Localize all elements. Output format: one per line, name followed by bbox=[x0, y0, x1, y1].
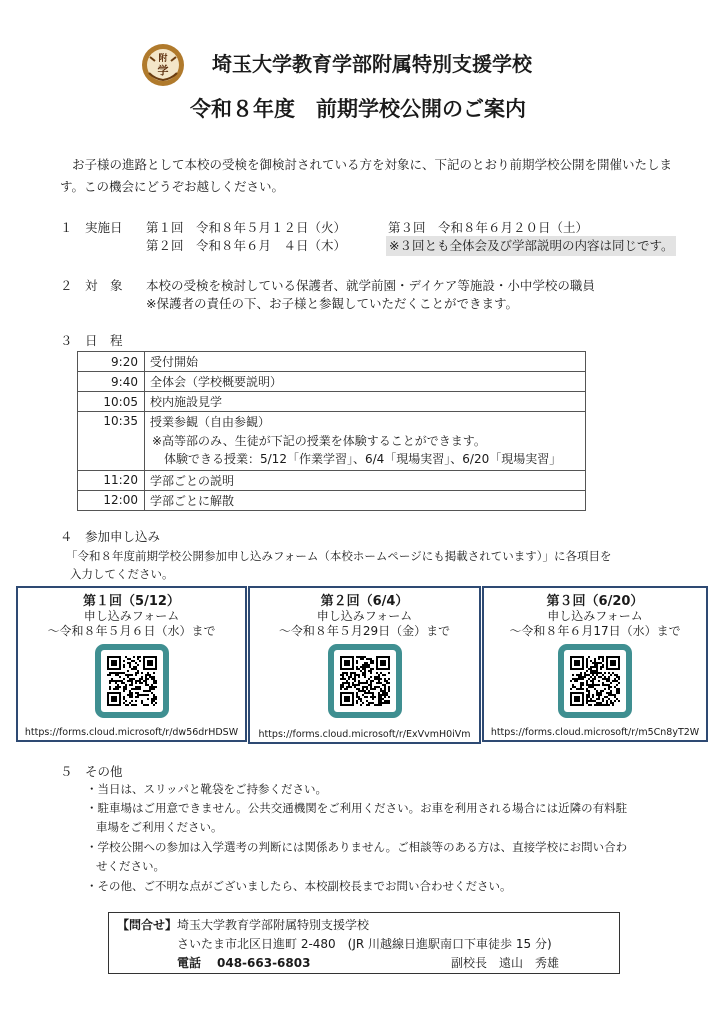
form-card-header bbox=[18, 594, 245, 639]
target-line1: 本校の受検を検討している保護者、就学前園・デイケア等施設・小中学校の職員 bbox=[146, 278, 595, 293]
form-url-link[interactable]: https://forms.cloud.microsoft/r/ExVvmH0iVm bbox=[258, 729, 471, 740]
form-title: 第１回（5/12） bbox=[83, 594, 180, 609]
form-deadline: ～令和８年５月29日（金）まで bbox=[278, 624, 451, 638]
section3-label: ３ 日 程 bbox=[60, 333, 123, 348]
form-url-link[interactable]: https://forms.cloud.microsoft/r/dw56drHDSW bbox=[24, 727, 239, 738]
schedule-text: 学部ごとの説明 bbox=[145, 470, 586, 490]
section5-label: ５ その他 bbox=[60, 764, 123, 779]
schedule-subnote: 体験できる授業：5/12「作業学習」、6/4「現場実習」、6/20「現場実習」 bbox=[164, 452, 562, 466]
form-subtitle: 申し込みフォーム bbox=[316, 609, 413, 623]
target-line2: ※保護者の責任の下、お子様と参観していただくことができます。 bbox=[146, 296, 518, 311]
note-item: ・当日は、スリッパと靴袋をご持参ください。 bbox=[86, 782, 328, 796]
table-row bbox=[78, 470, 586, 490]
table-row bbox=[78, 412, 586, 471]
form-subtitle: 申し込みフォーム bbox=[83, 609, 180, 623]
contact-label: 【問合せ】 bbox=[117, 918, 178, 932]
document-title: 令和８年度 前期学校公開のご案内 bbox=[190, 97, 526, 121]
table-row bbox=[78, 352, 586, 372]
schedule-time: 10:05 bbox=[78, 392, 145, 412]
form-card-header bbox=[484, 594, 706, 639]
contact-address: さいたま市北区日進町 2-480 (JR 川越線日進駅南口下車徒歩 15 分) bbox=[177, 937, 552, 951]
schedule-text: 受付開始 bbox=[145, 352, 586, 372]
schedule-subnote: ※高等部のみ、生徒が下記の授業を体験することができます。 bbox=[152, 433, 486, 448]
contact-school: 埼玉大学教育学部附属特別支援学校 bbox=[177, 918, 370, 932]
schedule-time: 12:00 bbox=[78, 490, 145, 510]
table-row bbox=[78, 392, 586, 412]
schedule-time: 9:40 bbox=[78, 372, 145, 392]
school-name: 埼玉大学教育学部附属特別支援学校 bbox=[212, 52, 532, 76]
form-deadline: ～令和８年６月17日（水）まで bbox=[509, 624, 681, 638]
school-logo bbox=[141, 43, 185, 87]
schedule-time: 11:20 bbox=[78, 470, 145, 490]
note-item: ・学校公開への参加は入学選考の判断には関係ありません。ご相談等のある方は、直接学校にお問い合わ bbox=[86, 840, 628, 854]
section1-label: １ 実施日 bbox=[60, 220, 123, 235]
contact-phone-label: 電話 bbox=[177, 956, 202, 970]
schedule-text: 学部ごとに解散 bbox=[145, 490, 586, 510]
form-subtitle: 申し込みフォーム bbox=[547, 609, 643, 623]
section2-label: ２ 対 象 bbox=[60, 278, 123, 293]
form-card-round1 bbox=[16, 586, 247, 742]
qr-code-icon[interactable] bbox=[328, 644, 402, 718]
form-title: 第２回（6/4） bbox=[320, 594, 409, 609]
schedule-text: 全体会（学校概要説明） bbox=[145, 372, 586, 392]
schedule-table bbox=[77, 351, 586, 511]
contact-box bbox=[108, 912, 620, 974]
form-title: 第３回（6/20） bbox=[546, 594, 644, 609]
contact-phone[interactable]: 048-663-6803 bbox=[217, 956, 311, 970]
form-card-round3 bbox=[482, 586, 708, 742]
form-deadline: ～令和８年５月６日（水）まで bbox=[47, 624, 216, 638]
schedule-text: 授業参観（自由参観） bbox=[150, 415, 271, 429]
date-round2: 第２回 令和８年６月 ４日（木） bbox=[146, 238, 347, 253]
schedule-time: 10:35 bbox=[78, 412, 145, 471]
schedule-time: 9:20 bbox=[78, 352, 145, 372]
intro-text: お子様の進路として本校の受検を御検討されている方を対象に、下記のとおり前期学校公開を開催いたします。この機会にどうぞお越しください。 bbox=[60, 157, 673, 194]
dates-note: ※３回とも全体会及び学部説明の内容は同じです。 bbox=[386, 236, 676, 256]
svg-text:学: 学 bbox=[157, 64, 169, 77]
svg-text:附: 附 bbox=[158, 54, 168, 64]
form-url-link[interactable]: https://forms.cloud.microsoft/r/m5Cn8yT2W bbox=[490, 727, 700, 738]
date-round1: 第１回 令和８年５月１２日（火） bbox=[146, 220, 347, 235]
form-card-header bbox=[250, 594, 479, 639]
apply-line2: 入力してください。 bbox=[70, 567, 174, 581]
note-item: ・その他、ご不明な点がございましたら、本校副校長までお問い合わせください。 bbox=[86, 879, 512, 893]
note-item-cont: せください。 bbox=[96, 859, 165, 873]
contact-person: 副校長 遠山 秀雄 bbox=[451, 956, 560, 970]
schedule-text-multi bbox=[145, 412, 586, 471]
note-item: ・駐車場はご用意できません。公共交通機関をご利用ください。お車を利用される場合には近隣の有料駐 bbox=[86, 801, 628, 815]
qr-code-icon[interactable] bbox=[95, 644, 169, 718]
date-round3: 第３回 令和８年６月２０日（土） bbox=[388, 220, 589, 235]
form-card-round2 bbox=[248, 586, 481, 744]
schedule-text: 校内施設見学 bbox=[145, 392, 586, 412]
qr-code-icon[interactable] bbox=[558, 644, 632, 718]
section4-label: ４ 参加申し込み bbox=[60, 529, 161, 544]
note-item-cont: 車場をご利用ください。 bbox=[96, 820, 223, 834]
table-row bbox=[78, 372, 586, 392]
apply-line1: 「令和８年度前期学校公開参加申し込みフォーム（本校ホームページにも掲載されています）」に各項目を bbox=[66, 549, 612, 563]
table-row bbox=[78, 490, 586, 510]
